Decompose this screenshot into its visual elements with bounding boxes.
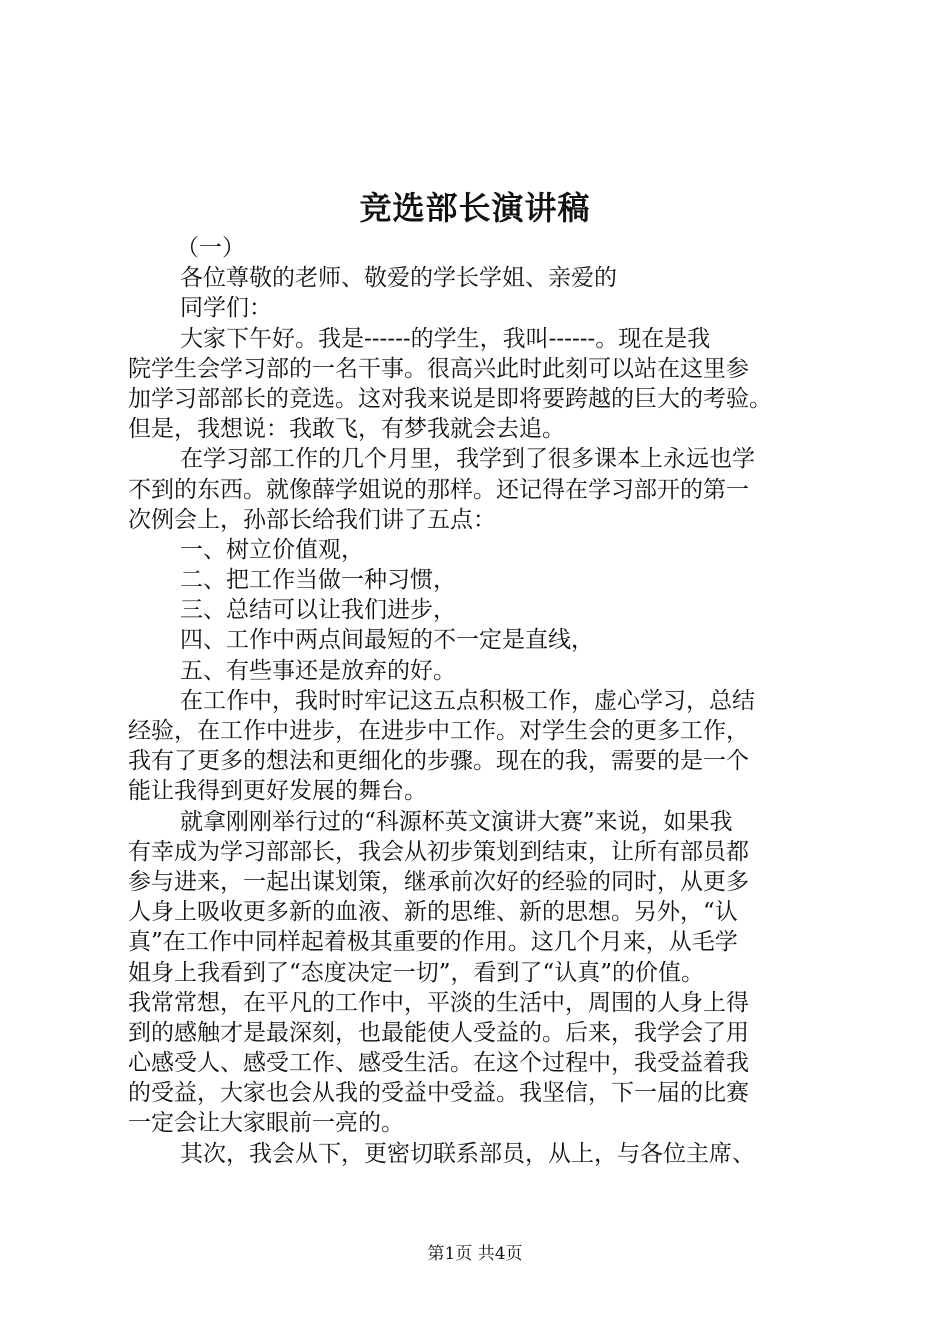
text-line: 但是，我想说：我敢飞，有梦我就会去追。 — [128, 416, 565, 443]
text-line: 在学习部工作的几个月里，我学到了很多课本上永远也学 — [180, 446, 755, 473]
text-line: 我常常想，在平凡的工作中，平淡的生活中，周围的人身上得 — [128, 989, 749, 1016]
text-line: 就拿刚刚举行过的“科源杯英文演讲大赛”来说，如果我 — [180, 808, 733, 835]
list-item: 一、树立价值观， — [180, 536, 364, 563]
text-line: 经验，在工作中进步，在进步中工作。对学生会的更多工作， — [128, 718, 749, 744]
document-title: 竞选部长演讲稿 — [359, 189, 591, 227]
text-line: 有幸成为学习部部长，我会从初步策划到结束，让所有部员都 — [128, 838, 749, 865]
text-line: 人身上吸收更多新的血液、新的思维、新的思想。另外，“认 — [128, 899, 738, 926]
text-line: 同学们： — [180, 295, 272, 322]
list-item: 四、工作中两点间最短的不一定是直线， — [180, 627, 594, 654]
text-line: 其次，我会从下，更密切联系部员，从上，与各位主席、 — [180, 1140, 755, 1167]
page-footer: 第1页 共4页 — [427, 1244, 523, 1264]
text-line: 一定会让大家眼前一亮的。 — [128, 1110, 404, 1137]
list-item: 五、有些事还是放弃的好。 — [180, 657, 456, 684]
text-line: 次例会上，孙部长给我们讲了五点： — [128, 506, 496, 533]
text-line: 姐身上我看到了“态度决定一切”，看到了“认真”的价值。 — [128, 959, 705, 986]
text-line: 能让我得到更好发展的舞台。 — [128, 778, 427, 805]
text-line: 真”在工作中同样起着极其重要的作用。这几个月来，从毛学 — [128, 929, 738, 956]
text-line: 大家下午好。我是------的学生，我叫------。现在是我 — [180, 325, 711, 352]
text-line: 参与进来，一起出谋划策，继承前次好的经验的同时，从更多 — [128, 868, 749, 895]
text-line: 的受益，大家也会从我的受益中受益。我坚信，下一届的比赛 — [128, 1080, 749, 1107]
text-line: 在工作中，我时时牢记这五点积极工作，虚心学习，总结 — [180, 687, 755, 714]
text-line: 院学生会学习部的一名干事。很高兴此时此刻可以站在这里参 — [128, 355, 749, 382]
text-line: 各位尊敬的老师、敬爱的学长学姐、亲爱的 — [180, 265, 617, 292]
text-line: 到的感触才是最深刻，也最能使人受益的。后来，我学会了用 — [128, 1019, 749, 1046]
list-item: 三、总结可以让我们进步， — [180, 597, 456, 624]
list-item: 二、把工作当做一种习惯， — [180, 567, 456, 594]
text-line: 加学习部部长的竞选。这对我来说是即将要跨越的巨大的考验。 — [128, 385, 772, 412]
section-marker: （一） — [176, 235, 245, 261]
text-line: 心感受人、感受工作、感受生活。在这个过程中，我受益着我 — [128, 1050, 749, 1077]
document-body — [128, 233, 838, 1169]
text-line: 我有了更多的想法和更细化的步骤。现在的我，需要的是一个 — [128, 748, 749, 775]
text-line: 不到的东西。就像薛学姐说的那样。还记得在学习部开的第一 — [128, 476, 749, 503]
